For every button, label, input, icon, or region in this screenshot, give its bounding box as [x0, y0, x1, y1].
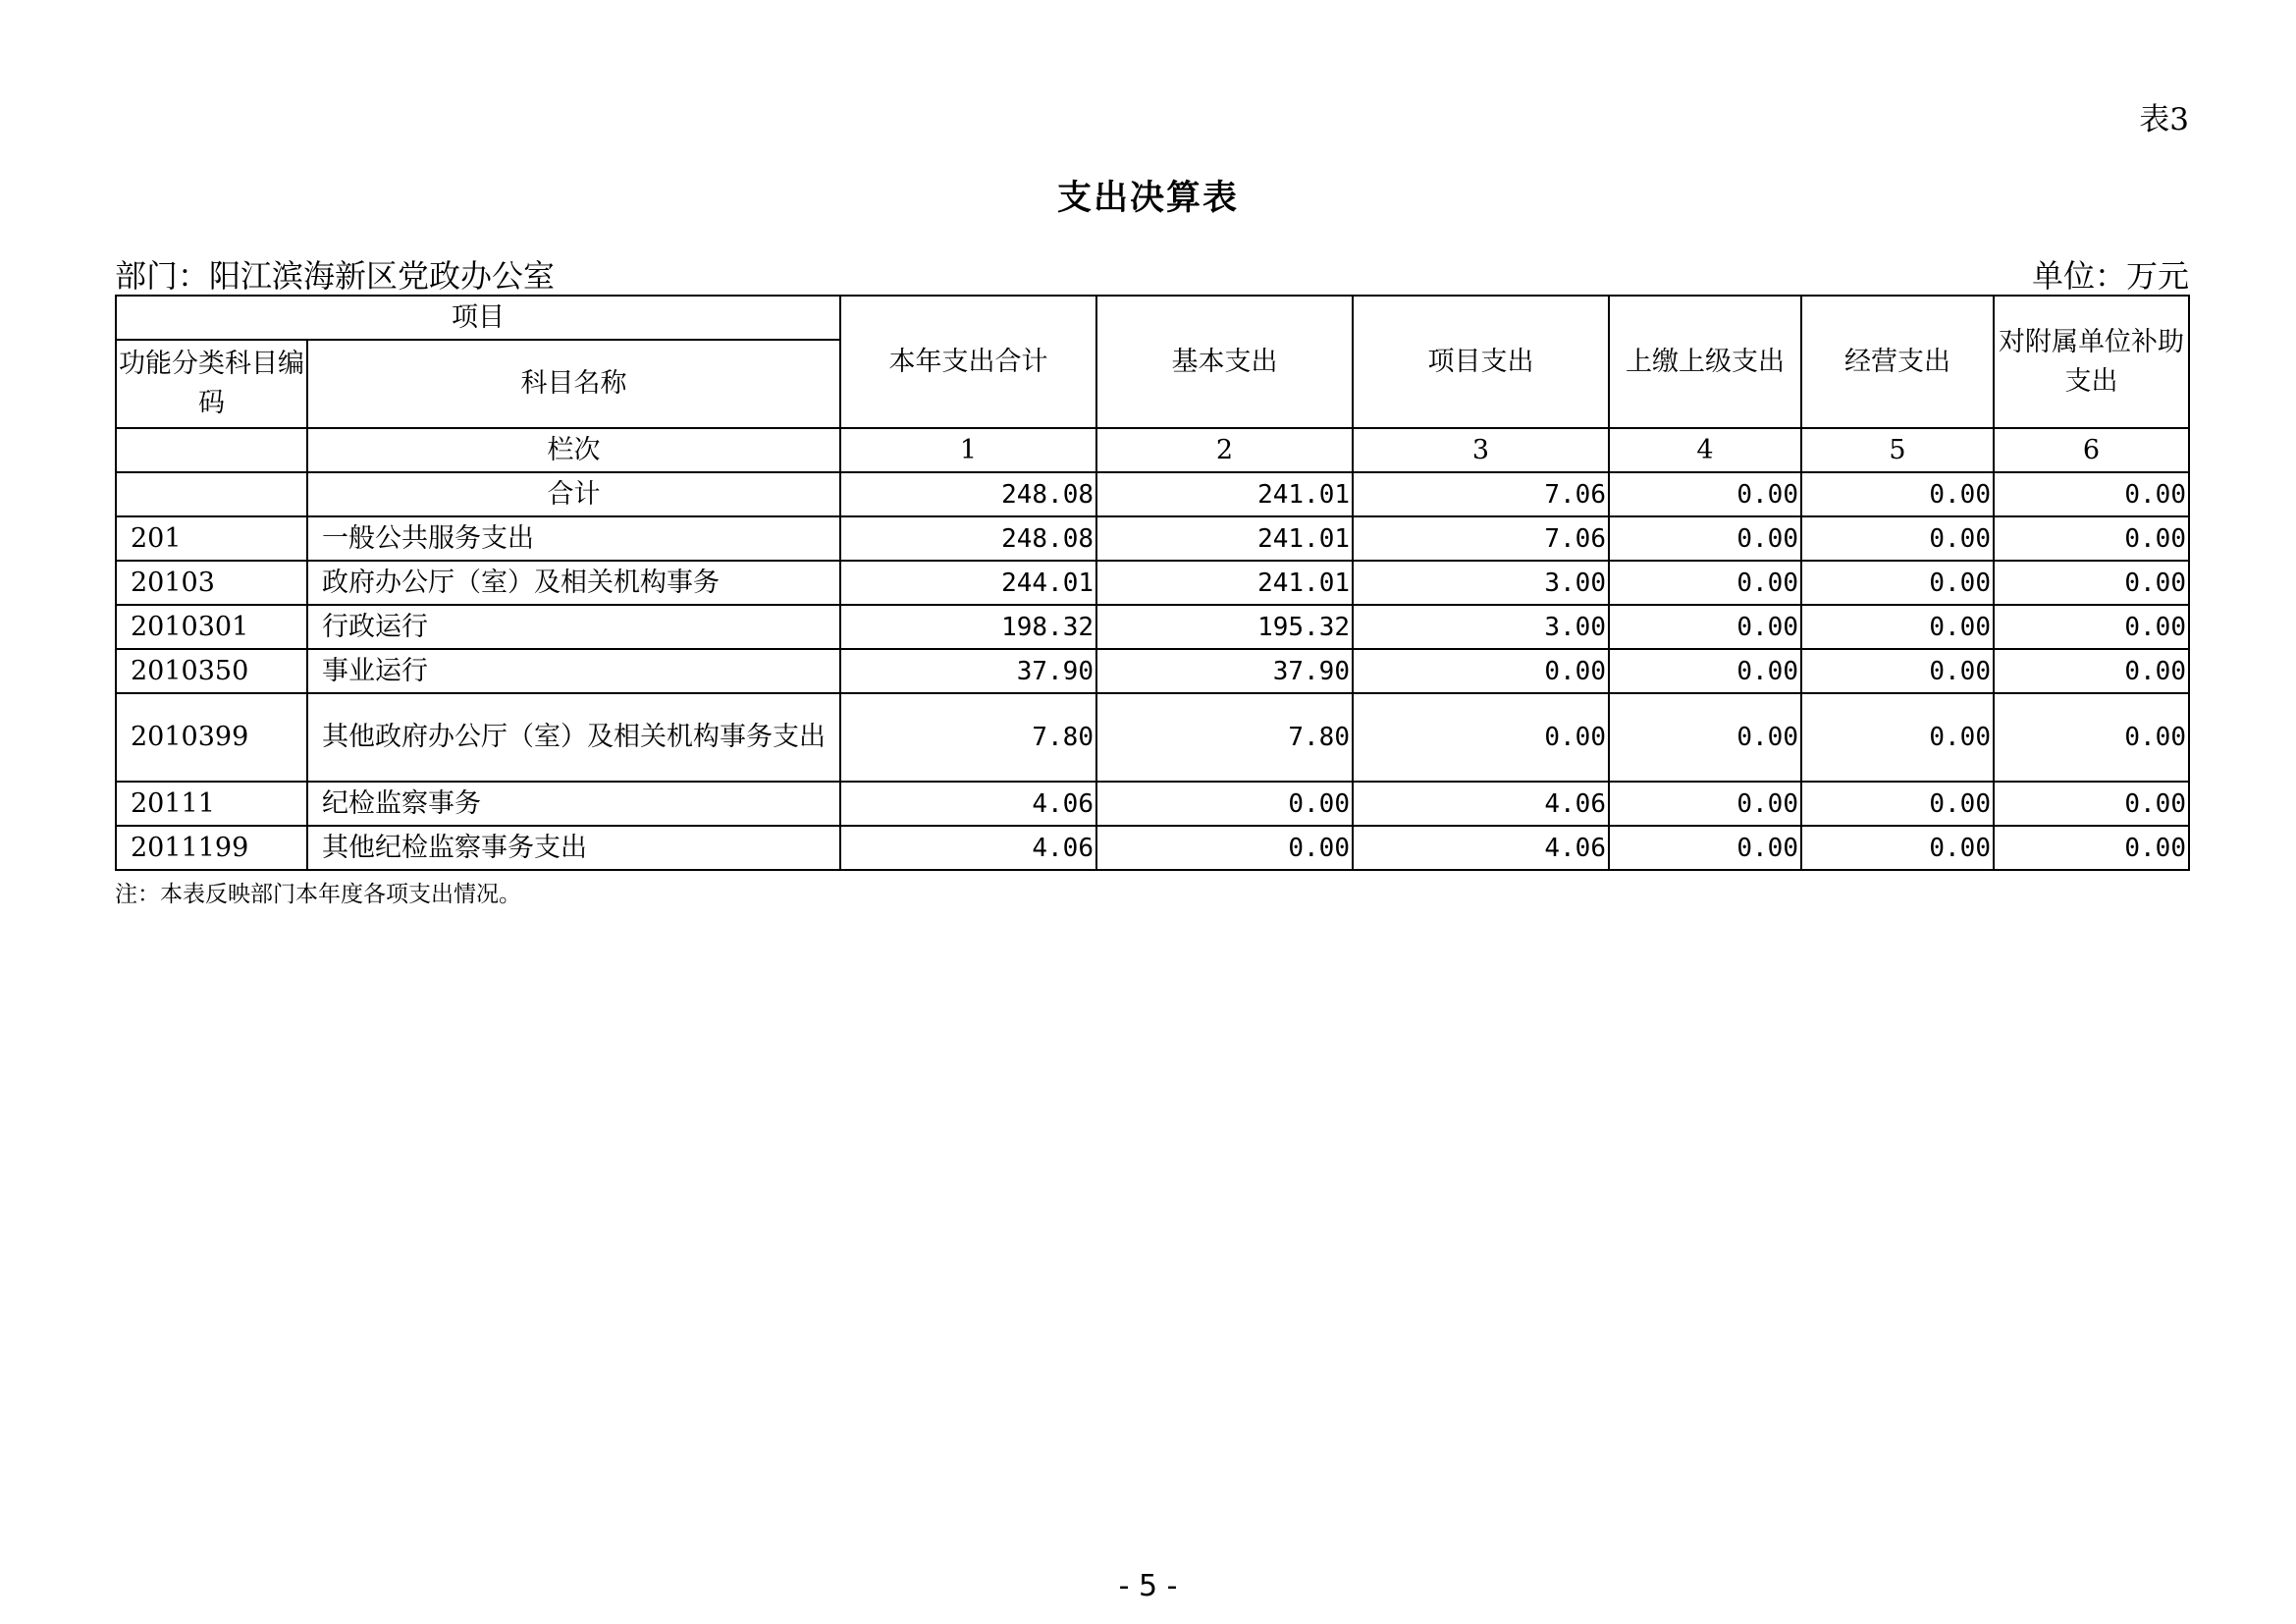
- row-code: 2010399: [116, 693, 307, 782]
- table-row: [116, 826, 2189, 870]
- expenditure-table: [115, 295, 2190, 871]
- table-row: [116, 605, 2189, 649]
- row-code: 2010350: [116, 649, 307, 693]
- row-code: 2011199: [116, 826, 307, 870]
- column-index-row: [116, 428, 2189, 472]
- header-item: 项目: [116, 296, 840, 340]
- row-name: 事业运行: [307, 649, 840, 693]
- row-value: 0.00: [1801, 782, 1994, 826]
- summary-value: 7.06: [1353, 472, 1609, 516]
- row-name: 一般公共服务支出: [307, 516, 840, 561]
- row-name: 其他纪检监察事务支出: [307, 826, 840, 870]
- row-value: 248.08: [840, 516, 1096, 561]
- row-value: 0.00: [1994, 649, 2189, 693]
- column-index-label: 栏次: [307, 428, 840, 472]
- row-name: 其他政府办公厅（室）及相关机构事务支出: [307, 693, 840, 782]
- unit-label: 单位：万元: [2031, 257, 2189, 295]
- row-value: 4.06: [840, 782, 1096, 826]
- column-index-cell: 5: [1801, 428, 1994, 472]
- page-title: 支出决算表: [1056, 178, 1239, 218]
- row-value: 0.00: [1994, 561, 2189, 605]
- row-value: 7.80: [1096, 693, 1353, 782]
- row-value: 3.00: [1353, 561, 1609, 605]
- department-label: 部门：阳江滨海新区党政办公室: [115, 257, 556, 295]
- row-value: 0.00: [1801, 826, 1994, 870]
- row-value: 195.32: [1096, 605, 1353, 649]
- header-subsidy: 对附属单位补助支出: [1994, 296, 2189, 428]
- row-code: 20103: [116, 561, 307, 605]
- column-index-cell: 2: [1096, 428, 1353, 472]
- table-row: [116, 561, 2189, 605]
- row-value: 241.01: [1096, 516, 1353, 561]
- header-operating: 经营支出: [1801, 296, 1994, 428]
- row-value: 0.00: [1801, 516, 1994, 561]
- row-value: 0.00: [1609, 649, 1801, 693]
- column-index-blank: [116, 428, 307, 472]
- row-value: 0.00: [1994, 605, 2189, 649]
- header-basic: 基本支出: [1096, 296, 1353, 428]
- row-value: 4.06: [840, 826, 1096, 870]
- row-code: 20111: [116, 782, 307, 826]
- row-name: 行政运行: [307, 605, 840, 649]
- summary-value: 0.00: [1994, 472, 2189, 516]
- summary-value: 248.08: [840, 472, 1096, 516]
- row-value: 7.80: [840, 693, 1096, 782]
- page-number: - 5 -: [1118, 1569, 1178, 1603]
- row-value: 3.00: [1353, 605, 1609, 649]
- row-value: 0.00: [1801, 561, 1994, 605]
- summary-label: 合计: [307, 472, 840, 516]
- row-name: 纪检监察事务: [307, 782, 840, 826]
- row-value: 4.06: [1353, 826, 1609, 870]
- row-value: 0.00: [1609, 561, 1801, 605]
- row-value: 0.00: [1609, 826, 1801, 870]
- header-project: 项目支出: [1353, 296, 1609, 428]
- column-index-cell: 3: [1353, 428, 1609, 472]
- column-index-cell: 6: [1994, 428, 2189, 472]
- table-row: [116, 649, 2189, 693]
- table-number: 表3: [2139, 102, 2189, 137]
- row-value: 0.00: [1801, 649, 1994, 693]
- table-row: [116, 693, 2189, 782]
- row-value: 4.06: [1353, 782, 1609, 826]
- row-value: 0.00: [1353, 693, 1609, 782]
- column-index-cell: 4: [1609, 428, 1801, 472]
- row-value: 0.00: [1609, 693, 1801, 782]
- header-total: 本年支出合计: [840, 296, 1096, 428]
- row-value: 37.90: [1096, 649, 1353, 693]
- row-value: 0.00: [1353, 649, 1609, 693]
- footnote: 注：本表反映部门本年度各项支出情况。: [115, 882, 521, 907]
- table-row: [116, 782, 2189, 826]
- row-value: 0.00: [1801, 693, 1994, 782]
- row-value: 0.00: [1096, 826, 1353, 870]
- row-value: 0.00: [1096, 782, 1353, 826]
- summary-blank: [116, 472, 307, 516]
- summary-row: [116, 472, 2189, 516]
- row-name: 政府办公厅（室）及相关机构事务: [307, 561, 840, 605]
- row-value: 7.06: [1353, 516, 1609, 561]
- row-value: 0.00: [1994, 693, 2189, 782]
- row-value: 244.01: [840, 561, 1096, 605]
- row-value: 0.00: [1609, 605, 1801, 649]
- row-value: 0.00: [1994, 782, 2189, 826]
- row-code: 2010301: [116, 605, 307, 649]
- header-code: 功能分类科目编码: [116, 340, 307, 428]
- summary-value: 0.00: [1801, 472, 1994, 516]
- column-index-cell: 1: [840, 428, 1096, 472]
- summary-value: 241.01: [1096, 472, 1353, 516]
- row-value: 0.00: [1994, 516, 2189, 561]
- table-row: [116, 516, 2189, 561]
- summary-value: 0.00: [1609, 472, 1801, 516]
- row-value: 37.90: [840, 649, 1096, 693]
- row-value: 0.00: [1801, 605, 1994, 649]
- row-value: 0.00: [1609, 782, 1801, 826]
- row-value: 0.00: [1609, 516, 1801, 561]
- row-value: 241.01: [1096, 561, 1353, 605]
- row-value: 0.00: [1994, 826, 2189, 870]
- header-name: 科目名称: [307, 340, 840, 428]
- header-upper: 上缴上级支出: [1609, 296, 1801, 428]
- row-value: 198.32: [840, 605, 1096, 649]
- row-code: 201: [116, 516, 307, 561]
